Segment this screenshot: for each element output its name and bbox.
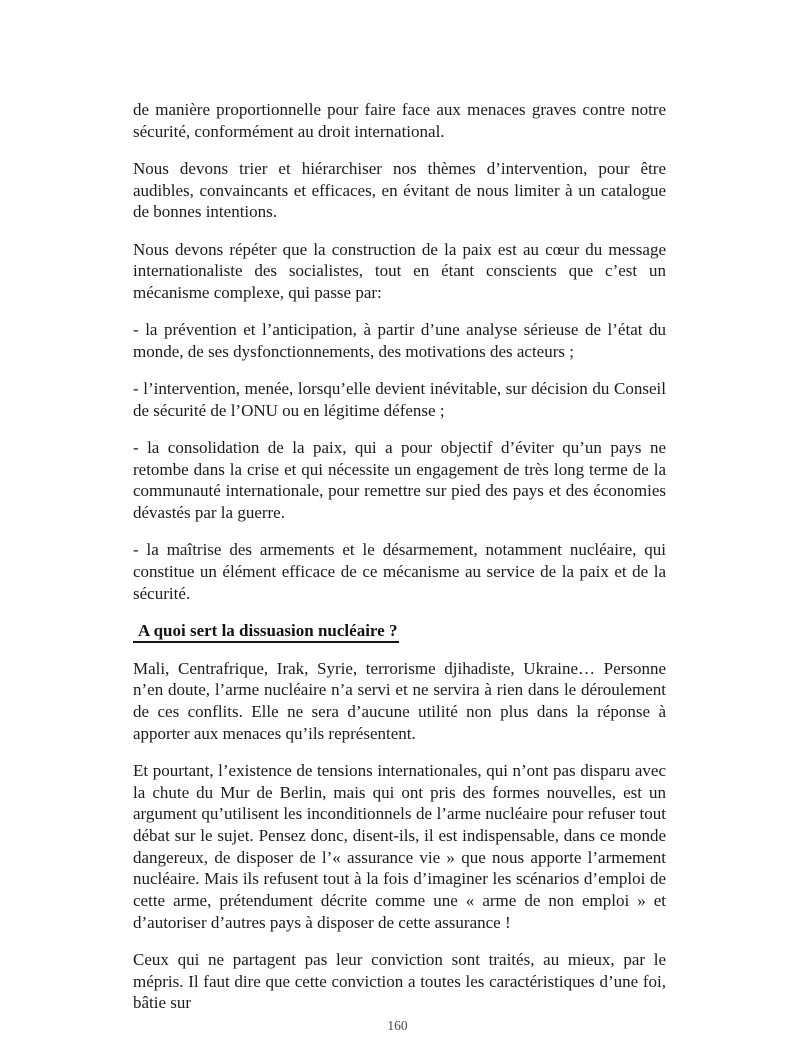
- paragraph: de manière proportionnelle pour faire face aux menaces graves contre notre sécurité, conformément au droit international.: [133, 100, 666, 141]
- paragraph: Et pourtant, l’existence de tensions internationales, qui n’ont pas disparu avec la chute du Mur de Berlin, mais qui ont pris des formes nouvelles, est un argument qu’utilisent les inconditionnels de l’arme nucléaire pour refuser tout débat sur le sujet. Pensez donc, disent-ils, il est indispensable, dans ce monde dangereux, de disposer de l’« assurance vie » que nous apporte l’armement nucléaire. Mais ils refusent tout à la fois d’imaginer les scénarios d’emploi de cette arme, prétendument décrite comme une « arme de non emploi » et d’autoriser d’autres pays à disposer de cette assurance !: [133, 760, 666, 932]
- paragraph: Nous devons trier et hiérarchiser nos thèmes d’intervention, pour être audibles, convaincants et efficaces, en évitant de nous limiter à un catalogue de bonnes intentions.: [133, 158, 666, 222]
- paragraph: Mali, Centrafrique, Irak, Syrie, terrorisme djihadiste, Ukraine… Personne n’en doute, l’arme nucléaire n’a servi et ne servira à rien dans le déroulement de ces conflits. Elle ne sera d’aucune utilité non plus dans la réponse à apporter aux menaces qu’ils représentent.: [133, 658, 666, 743]
- paragraph-bullet: - l’intervention, menée, lorsqu’elle devient inévitable, sur décision du Conseil de sécurité de l’ONU ou en légitime défense ;: [133, 379, 666, 420]
- section-heading: [133, 620, 666, 642]
- paragraph: Nous devons répéter que la construction de la paix est au cœur du message internationaliste des socialistes, tout en étant conscients que c’est un mécanisme complexe, qui passe par:: [133, 239, 666, 302]
- page-number: 160: [387, 1018, 408, 1033]
- page-text-block: [133, 99, 666, 1030]
- section-heading-text: A quoi sert la dissuasion nucléaire ?: [133, 621, 399, 643]
- paragraph-bullet: - la maîtrise des armements et le désarmement, notamment nucléaire, qui constitue un élément efficace de ce mécanisme au service de la paix et de la sécurité.: [133, 540, 666, 603]
- paragraph-bullet: - la consolidation de la paix, qui a pour objectif d’éviter qu’un pays ne retombe dans la crise et qui nécessite un engagement de très long terme de la communauté internationale, pour remettre sur pied des pays et des économies dévastés par la guerre.: [133, 437, 666, 523]
- paragraph: Ceux qui ne partagent pas leur conviction sont traités, au mieux, par le mépris. Il faut dire que cette conviction a toutes les caractéristiques d’une foi, bâtie sur: [133, 950, 666, 1013]
- paragraph-bullet: - la prévention et l’anticipation, à partir d’une analyse sérieuse de l’état du monde, de ses dysfonctionnements, des motivations des acteurs ;: [133, 320, 666, 361]
